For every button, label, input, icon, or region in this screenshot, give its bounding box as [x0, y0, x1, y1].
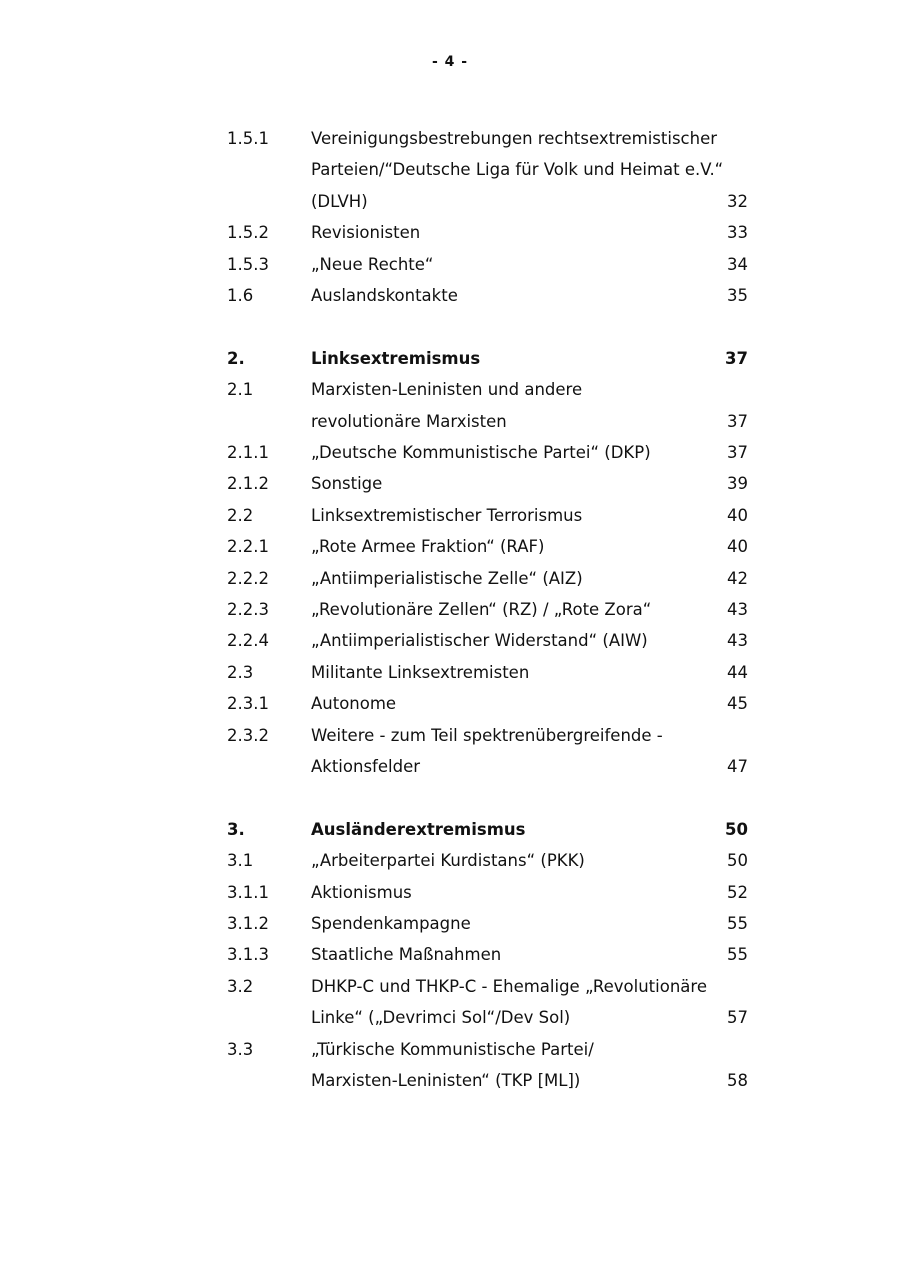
toc-entry-page: 40	[727, 537, 748, 557]
toc-entry-number: 2.2.4	[227, 631, 269, 651]
toc-entry	[227, 657, 752, 688]
toc-entry-line	[227, 468, 752, 499]
toc-entry-number: 3.1.1	[227, 882, 269, 902]
toc-entry	[227, 280, 752, 311]
toc-entry-page: 50	[725, 819, 748, 839]
toc-entry-line	[227, 1065, 752, 1096]
toc-entry-title: Staatliche Maßnahmen	[311, 945, 502, 965]
toc-entry-line	[227, 500, 752, 531]
page-number: - 4 -	[431, 54, 469, 70]
toc-entry-page: 44	[727, 662, 748, 682]
toc-entry-title: (DLVH)	[311, 191, 368, 211]
toc-entry	[227, 500, 752, 531]
toc-entry-title: Autonome	[311, 694, 397, 714]
toc-entry-title: DHKP-C und THKP-C - Ehemalige „Revolutionäre	[311, 976, 707, 996]
toc-entry-line	[227, 939, 752, 970]
toc-entry	[227, 939, 752, 970]
toc-entry-line	[227, 751, 752, 782]
toc-entry-line	[227, 343, 752, 374]
toc-entry	[227, 563, 752, 594]
toc-entry-number: 2.1.2	[227, 474, 269, 494]
toc-entry-title: Linksextremistischer Terrorismus	[311, 505, 583, 525]
toc-entry-title: Militante Linksextremisten	[311, 662, 530, 682]
toc-entry-number: 1.5.2	[227, 223, 269, 243]
toc-entry-number: 3.2	[227, 976, 254, 996]
toc-entry-number: 3.1	[227, 851, 254, 871]
toc-entry-number: 1.5.1	[227, 129, 269, 148]
toc-entry-line	[227, 1034, 752, 1065]
toc-entry	[227, 249, 752, 280]
toc-entry	[227, 343, 752, 374]
toc-entry-line	[227, 217, 752, 248]
toc-entry-line	[227, 1002, 752, 1033]
toc-entry-page: 47	[727, 756, 748, 776]
toc-entry-page: 35	[727, 285, 748, 305]
toc-entry-line	[227, 657, 752, 688]
toc-entry-number: 2.2.2	[227, 568, 269, 588]
toc-entry-page: 37	[727, 411, 748, 431]
toc-entry-number: 3.1.2	[227, 913, 269, 933]
toc-entry-page: 42	[727, 568, 748, 588]
toc-entry	[227, 877, 752, 908]
toc-entry	[227, 720, 752, 783]
toc-entry	[227, 531, 752, 562]
toc-entry-title: Parteien/“Deutsche Liga für Volk und Heimat e.V.“	[311, 160, 724, 180]
toc-entry-title: revolutionäre Marxisten	[311, 411, 507, 431]
toc-entry-title: „Deutsche Kommunistische Partei“ (DKP)	[311, 443, 651, 463]
toc-entry	[227, 1034, 752, 1097]
toc-entry	[227, 374, 752, 437]
toc-entry-line	[227, 406, 752, 437]
toc-entry-page: 40	[727, 505, 748, 525]
toc-entry-line	[227, 971, 752, 1002]
toc-entry-page: 57	[727, 1008, 748, 1028]
toc-entry	[227, 908, 752, 939]
toc-entry-number: 2.	[227, 348, 245, 368]
toc-entry	[227, 625, 752, 656]
toc-entry-number: 2.3	[227, 662, 254, 682]
toc-entry-page: 52	[727, 882, 748, 902]
toc-entry-title: Auslandskontakte	[311, 285, 458, 305]
toc-entry-title: Vereinigungsbestrebungen rechtsextremistischer	[311, 129, 717, 148]
toc-entry-title: „Antiimperialistische Zelle“ (AIZ)	[311, 568, 583, 588]
toc-entry-number: 2.3.2	[227, 725, 269, 745]
toc-entry-line	[227, 563, 752, 594]
toc-entry-title: Sonstige	[311, 474, 383, 494]
toc-entry-title: Linke“ („Devrimci Sol“/Dev Sol)	[311, 1008, 571, 1028]
toc-entry	[227, 437, 752, 468]
toc-entry-number: 3.1.3	[227, 945, 269, 965]
toc-entry-title: „Türkische Kommunistische Partei/	[311, 1039, 594, 1059]
toc-entry-title: „Antiimperialistischer Widerstand“ (AIW)	[311, 631, 648, 651]
toc-entry-line	[227, 594, 752, 625]
toc-entry-line	[227, 845, 752, 876]
toc-entry-number: 2.1	[227, 380, 254, 400]
toc-entry-line	[227, 877, 752, 908]
toc-entry-page: 45	[727, 694, 748, 714]
toc-entry-line	[227, 437, 752, 468]
toc-entry-number: 3.3	[227, 1039, 254, 1059]
toc-entry-number: 2.3.1	[227, 694, 269, 714]
table-of-contents	[227, 123, 752, 1096]
toc-entry-page: 33	[727, 223, 748, 243]
toc-entry-page: 50	[727, 851, 748, 871]
toc-entry-number: 3.	[227, 819, 245, 839]
toc-entry-title: „Rote Armee Fraktion“ (RAF)	[311, 537, 545, 557]
toc-entry-title: Ausländerextremismus	[311, 819, 526, 839]
toc-entry-number: 1.6	[227, 285, 254, 305]
toc-entry-page: 43	[727, 631, 748, 651]
toc-entry-line	[227, 531, 752, 562]
toc-entry-number: 2.2.3	[227, 599, 269, 619]
toc-entry-title: Weitere - zum Teil spektrenübergreifende -	[311, 725, 663, 745]
toc-entry-title: Linksextremismus	[311, 348, 481, 368]
toc-entry-title: „Neue Rechte“	[311, 254, 434, 274]
toc-entry-number: 2.2	[227, 505, 254, 525]
toc-entry-title: „Revolutionäre Zellen“ (RZ) / „Rote Zora“	[311, 599, 652, 619]
toc-entry-number: 2.2.1	[227, 537, 269, 557]
toc-entry	[227, 971, 752, 1034]
toc-entry-line	[227, 154, 752, 185]
toc-entry	[227, 217, 752, 248]
toc-entry-title: Aktionsfelder	[311, 756, 420, 776]
toc-entry-line	[227, 720, 752, 751]
toc-entry-title: Aktionismus	[311, 882, 412, 902]
toc-entry-page: 58	[727, 1070, 748, 1090]
toc-entry-line	[227, 374, 752, 405]
toc-entry-line	[227, 249, 752, 280]
toc-entry-page: 37	[727, 443, 748, 463]
toc-entry-page: 37	[725, 348, 748, 368]
toc-entry-title: Marxisten-Leninisten und andere	[311, 380, 583, 400]
toc-entry-title: „Arbeiterpartei Kurdistans“ (PKK)	[311, 851, 585, 871]
toc-entry	[227, 468, 752, 499]
toc-entry-page: 39	[727, 474, 748, 494]
toc-entry-page: 55	[727, 913, 748, 933]
toc-entry-line	[227, 625, 752, 656]
toc-entry-page: 34	[727, 254, 748, 274]
toc-entry-line	[227, 186, 752, 217]
toc-entry	[227, 845, 752, 876]
toc-entry-page: 55	[727, 945, 748, 965]
toc-entry-title: Marxisten-Leninisten“ (TKP [ML])	[311, 1070, 581, 1090]
toc-entry-title: Revisionisten	[311, 223, 421, 243]
toc-entry-line	[227, 688, 752, 719]
toc-entry-number: 2.1.1	[227, 443, 269, 463]
toc-entry-line	[227, 908, 752, 939]
toc-entry	[227, 688, 752, 719]
toc-entry-page: 32	[727, 191, 748, 211]
toc-entry-line	[227, 814, 752, 845]
toc-entry-number: 1.5.3	[227, 254, 269, 274]
toc-entry-title: Spendenkampagne	[311, 913, 471, 933]
toc-entry	[227, 123, 752, 217]
toc-entry	[227, 594, 752, 625]
toc-entry-line	[227, 280, 752, 311]
toc-entry-line	[227, 123, 752, 154]
toc-entry-page: 43	[727, 599, 748, 619]
toc-entry	[227, 814, 752, 845]
